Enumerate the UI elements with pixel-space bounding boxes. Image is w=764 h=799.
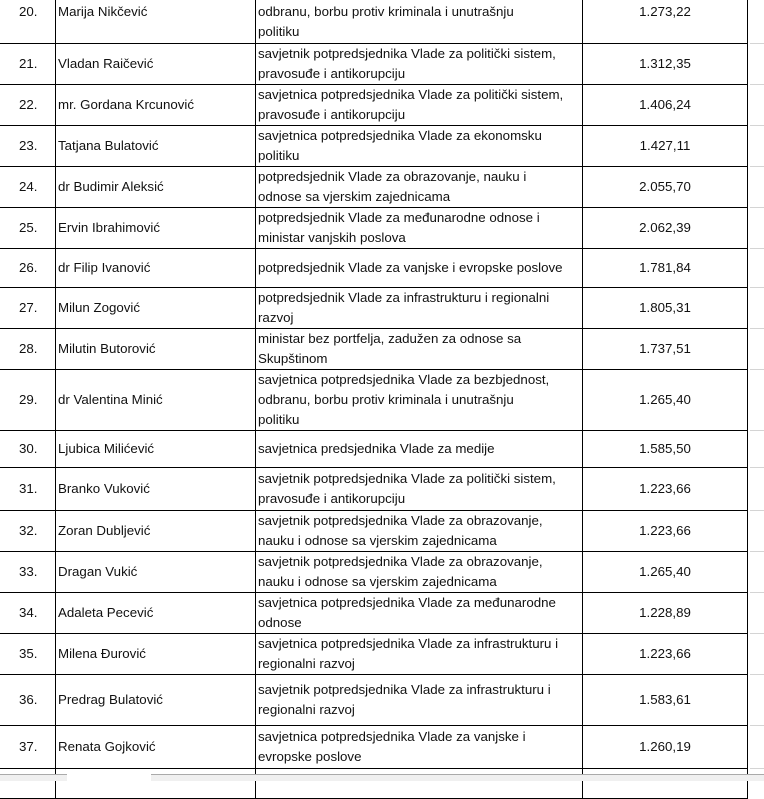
name-cell[interactable]: dr Filip Ivanović bbox=[56, 249, 256, 288]
amount-cell[interactable]: 1.223,66 bbox=[583, 634, 748, 675]
amount-cell[interactable]: 1.583,61 bbox=[583, 675, 748, 726]
role-line: odbranu, borbu protiv kriminala i unutrašnju bbox=[258, 392, 514, 407]
table-row bbox=[0, 370, 748, 431]
row-number-cell[interactable]: 32. bbox=[0, 511, 56, 552]
role-line: nauku i odnose sa vjerskim zajednicama bbox=[258, 533, 497, 548]
gridline bbox=[750, 207, 764, 208]
role-cell[interactable] bbox=[256, 167, 583, 208]
gridline bbox=[750, 674, 764, 675]
amount-cell[interactable]: 1.223,66 bbox=[583, 511, 748, 552]
row-number-cell[interactable]: 20. bbox=[0, 0, 56, 44]
table-row bbox=[0, 208, 748, 249]
role-line: savjetnica potpredsjednika Vlade za vanjske i bbox=[258, 729, 526, 744]
role-line: nauku i odnose sa vjerskim zajednicama bbox=[258, 574, 497, 589]
gridline bbox=[750, 125, 764, 126]
name-cell[interactable]: Zoran Dubljević bbox=[56, 511, 256, 552]
table-row bbox=[0, 511, 748, 552]
role-cell[interactable] bbox=[256, 208, 583, 249]
role-line: savjetnica potpredsjednika Vlade za međunarodne bbox=[258, 595, 556, 610]
role-cell[interactable] bbox=[256, 593, 583, 634]
role-line: potpredsjednik Vlade za infrastrukturu i regionalni bbox=[258, 290, 550, 305]
role-line: politiku bbox=[258, 412, 300, 427]
role-line: odbranu, borbu protiv kriminala i unutrašnju bbox=[258, 3, 514, 19]
role-line: savjetnica predsjednika Vlade za medije bbox=[258, 441, 495, 456]
row-number-cell[interactable]: 31. bbox=[0, 468, 56, 511]
table-row bbox=[0, 675, 748, 726]
amount-cell[interactable]: 1.781,84 bbox=[583, 249, 748, 288]
name-cell[interactable]: Dragan Vukić bbox=[56, 552, 256, 593]
role-line: potpredsjednik Vlade za međunarodne odnose i bbox=[258, 210, 540, 225]
role-cell[interactable] bbox=[256, 0, 583, 44]
gridline bbox=[750, 369, 764, 370]
gridline bbox=[750, 248, 764, 249]
role-line: odnose bbox=[258, 615, 302, 630]
row-number-cell[interactable]: 33. bbox=[0, 552, 56, 593]
amount-cell[interactable]: 1.406,24 bbox=[583, 85, 748, 126]
table-row bbox=[0, 44, 748, 85]
name-cell[interactable]: Tatjana Bulatović bbox=[56, 126, 256, 167]
name-cell[interactable]: Milun Zogović bbox=[56, 288, 256, 329]
empty-cell[interactable] bbox=[256, 769, 583, 799]
name-cell[interactable]: Adaleta Pecević bbox=[56, 593, 256, 634]
amount-cell[interactable]: 2.055,70 bbox=[583, 167, 748, 208]
name-cell[interactable]: Renata Gojković bbox=[56, 726, 256, 769]
role-line: regionalni razvoj bbox=[258, 702, 355, 717]
gridline bbox=[750, 287, 764, 288]
empty-cell[interactable] bbox=[0, 769, 56, 799]
gridline bbox=[750, 166, 764, 167]
role-line: savjetnik potpredsjednika Vlade za politički sistem, bbox=[258, 471, 556, 486]
name-cell[interactable]: Milena Đurović bbox=[56, 634, 256, 675]
role-line: politiku bbox=[258, 148, 300, 163]
table-row bbox=[0, 126, 748, 167]
amount-cell[interactable]: 1.223,66 bbox=[583, 468, 748, 511]
row-number-cell[interactable]: 25. bbox=[0, 208, 56, 249]
role-line: savjetnica potpredsjednika Vlade za infrastrukturu i bbox=[258, 636, 559, 651]
table-row bbox=[0, 468, 748, 511]
amount-cell[interactable]: 1.585,50 bbox=[583, 431, 748, 468]
role-cell[interactable] bbox=[256, 329, 583, 370]
role-cell[interactable] bbox=[256, 675, 583, 726]
row-number-cell[interactable]: 27. bbox=[0, 288, 56, 329]
row-number-cell[interactable]: 35. bbox=[0, 634, 56, 675]
name-cell[interactable]: Predrag Bulatović bbox=[56, 675, 256, 726]
role-line: savjetnica potpredsjednika Vlade za ekonomsku bbox=[258, 128, 542, 143]
role-cell[interactable] bbox=[256, 552, 583, 593]
role-line: savjetnik potpredsjednika Vlade za obrazovanje, bbox=[258, 554, 543, 569]
role-line: regionalni razvoj bbox=[258, 656, 355, 671]
table-row bbox=[0, 552, 748, 593]
table-row bbox=[0, 167, 748, 208]
gridline bbox=[750, 467, 764, 468]
table-row bbox=[0, 593, 748, 634]
row-number-cell[interactable]: 21. bbox=[0, 44, 56, 85]
amount-cell[interactable]: 1.265,40 bbox=[583, 370, 748, 431]
role-line: odnose sa vjerskim zajednicama bbox=[258, 189, 451, 204]
amount-cell[interactable]: 1.737,51 bbox=[583, 329, 748, 370]
row-number-cell[interactable]: 36. bbox=[0, 675, 56, 726]
role-line: savjetnik potpredsjednika Vlade za obrazovanje, bbox=[258, 513, 543, 528]
role-cell[interactable] bbox=[256, 249, 583, 288]
name-cell[interactable]: mr. Gordana Krcunović bbox=[56, 85, 256, 126]
gridline bbox=[750, 430, 764, 431]
table-row bbox=[0, 249, 748, 288]
amount-cell[interactable]: 1.260,19 bbox=[583, 726, 748, 769]
name-cell[interactable]: Marija Nikčević bbox=[56, 0, 256, 44]
gridline bbox=[750, 633, 764, 634]
name-cell[interactable]: Ervin Ibrahimović bbox=[56, 208, 256, 249]
role-cell[interactable] bbox=[256, 726, 583, 769]
name-cell[interactable]: Vladan Raičević bbox=[56, 44, 256, 85]
role-cell[interactable] bbox=[256, 468, 583, 511]
gridline bbox=[750, 328, 764, 329]
role-line: savjetnica potpredsjednika Vlade za politički sistem, bbox=[258, 87, 564, 102]
gridline bbox=[750, 84, 764, 85]
gridline bbox=[750, 725, 764, 726]
role-line: razvoj bbox=[258, 310, 294, 325]
role-line: potpredsjednik Vlade za vanjske i evropske poslove bbox=[258, 260, 563, 275]
role-cell[interactable] bbox=[256, 511, 583, 552]
name-cell[interactable]: dr Valentina Minić bbox=[56, 370, 256, 431]
name-cell[interactable]: Ljubica Milićević bbox=[56, 431, 256, 468]
table-row-partial bbox=[0, 769, 748, 799]
amount-cell[interactable]: 1.427,11 bbox=[583, 126, 748, 167]
row-number-cell[interactable]: 26. bbox=[0, 249, 56, 288]
role-line: pravosuđe i antikorupciju bbox=[258, 491, 406, 506]
table-row bbox=[0, 634, 748, 675]
gridline bbox=[750, 43, 764, 44]
role-cell[interactable] bbox=[256, 431, 583, 468]
row-number-cell[interactable]: 24. bbox=[0, 167, 56, 208]
empty-cell[interactable] bbox=[583, 769, 748, 799]
role-line: politiku bbox=[258, 23, 300, 39]
gridline bbox=[750, 551, 764, 552]
role-line: ministar vanjskih poslova bbox=[258, 230, 406, 245]
role-cell[interactable] bbox=[256, 126, 583, 167]
row-number-cell[interactable]: 23. bbox=[0, 126, 56, 167]
table-row bbox=[0, 85, 748, 126]
role-cell[interactable] bbox=[256, 370, 583, 431]
role-cell[interactable] bbox=[256, 288, 583, 329]
row-number-cell[interactable]: 37. bbox=[0, 726, 56, 769]
role-cell[interactable] bbox=[256, 85, 583, 126]
gridline bbox=[750, 510, 764, 511]
table-row bbox=[0, 726, 748, 769]
row-number-cell[interactable]: 28. bbox=[0, 329, 56, 370]
amount-cell[interactable]: 1.273,22 bbox=[583, 0, 748, 44]
gridline bbox=[750, 592, 764, 593]
gridline bbox=[750, 768, 764, 769]
name-cell[interactable]: Branko Vuković bbox=[56, 468, 256, 511]
table-row bbox=[0, 329, 748, 370]
row-number-cell[interactable]: 34. bbox=[0, 593, 56, 634]
amount-cell[interactable]: 1.228,89 bbox=[583, 593, 748, 634]
name-cell[interactable]: dr Budimir Aleksić bbox=[56, 167, 256, 208]
role-line: evropske poslove bbox=[258, 749, 362, 764]
amount-cell[interactable]: 1.805,31 bbox=[583, 288, 748, 329]
table-row bbox=[0, 288, 748, 329]
empty-cell[interactable] bbox=[56, 769, 256, 799]
role-line: potpredsjednik Vlade za obrazovanje, nauku i bbox=[258, 169, 527, 184]
role-line: pravosuđe i antikorupciju bbox=[258, 66, 406, 81]
role-cell[interactable] bbox=[256, 634, 583, 675]
role-line: savjetnica potpredsjednika Vlade za bezbjednost, bbox=[258, 372, 550, 387]
name-cell[interactable]: Milutin Butorović bbox=[56, 329, 256, 370]
table-row bbox=[0, 0, 748, 44]
amount-cell[interactable]: 1.312,35 bbox=[583, 44, 748, 85]
role-cell[interactable] bbox=[256, 44, 583, 85]
amount-cell[interactable]: 1.265,40 bbox=[583, 552, 748, 593]
amount-cell[interactable]: 2.062,39 bbox=[583, 208, 748, 249]
role-line: savjetnik potpredsjednika Vlade za politički sistem, bbox=[258, 46, 556, 61]
row-number-cell[interactable]: 29. bbox=[0, 370, 56, 431]
row-number-cell[interactable]: 22. bbox=[0, 85, 56, 126]
role-line: pravosuđe i antikorupciju bbox=[258, 107, 406, 122]
row-number-cell[interactable]: 30. bbox=[0, 431, 56, 468]
role-line: ministar bez portfelja, zadužen za odnose sa bbox=[258, 331, 522, 346]
table-row bbox=[0, 431, 748, 468]
role-line: savjetnik potpredsjednika Vlade za infrastrukturu i bbox=[258, 682, 551, 697]
role-line: Skupštinom bbox=[258, 351, 328, 366]
